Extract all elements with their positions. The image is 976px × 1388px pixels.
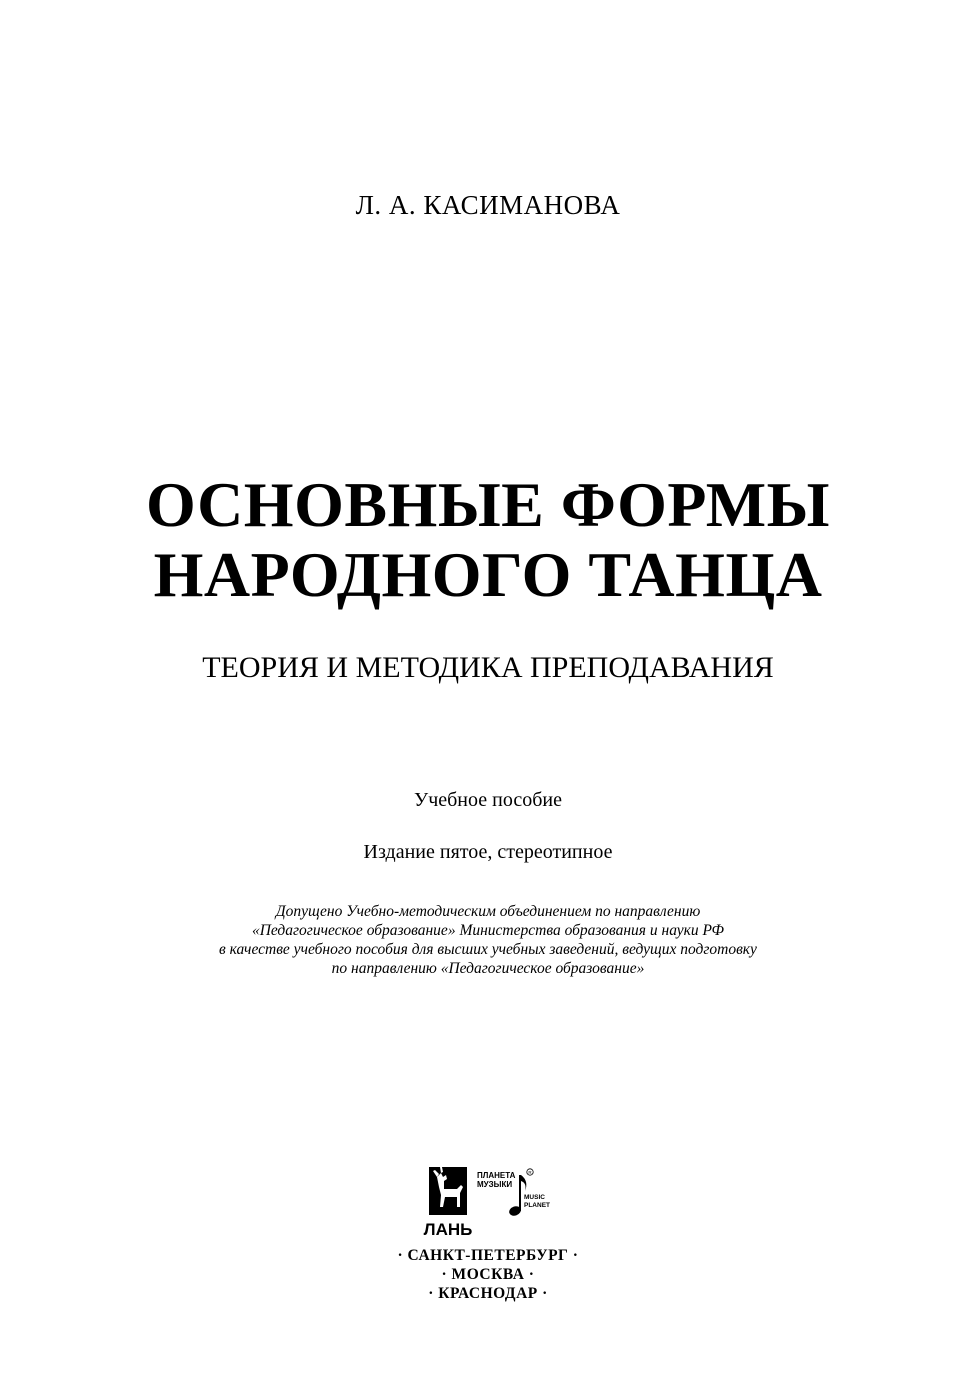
approval-line: «Педагогическое образование» Министерства образования и науки РФ	[251, 922, 725, 939]
city-moscow: · МОСКВА ·	[441, 1266, 535, 1283]
book-type: Учебное пособие	[414, 789, 562, 811]
approval-line: по направлению «Педагогическое образование»	[331, 960, 645, 977]
book-title-line-2: НАРОДНОГО ТАНЦА	[153, 539, 823, 610]
approval-line: Допущено Учебно-методическим объединением по направлению	[275, 903, 701, 920]
book-title	[0, 470, 976, 610]
city-saint-petersburg: · САНКТ-ПЕТЕРБУРГ ·	[397, 1247, 579, 1264]
book-title-line-1: ОСНОВНЫЕ ФОРМЫ	[146, 469, 830, 540]
music-planet-logo-icon	[477, 1169, 550, 1217]
lan-logo-text: ЛАНЬ	[423, 1220, 473, 1239]
city-krasnodar: · КРАСНОДАР ·	[428, 1285, 548, 1302]
book-subtitle: ТЕОРИЯ И МЕТОДИКА ПРЕПОДАВАНИЯ	[202, 651, 774, 684]
edition-note: Издание пятое, стереотипное	[363, 841, 613, 863]
svg-text:МУЗЫКИ: МУЗЫКИ	[477, 1180, 513, 1189]
author-name: Л. А. КАСИМАНОВА	[355, 190, 621, 220]
publisher-cities	[0, 1246, 976, 1303]
approval-line: в качестве учебного пособия для высших учебных заведений, ведущих подготовку	[219, 941, 757, 958]
svg-text:ПЛАНЕТА: ПЛАНЕТА	[477, 1171, 516, 1180]
svg-text:MUSIC: MUSIC	[524, 1194, 545, 1201]
publisher-logo	[423, 1163, 558, 1243]
lan-logo-icon	[424, 1167, 473, 1239]
approval-statement	[0, 902, 976, 978]
svg-text:PLANET: PLANET	[524, 1202, 550, 1209]
svg-text:R: R	[528, 1170, 532, 1175]
